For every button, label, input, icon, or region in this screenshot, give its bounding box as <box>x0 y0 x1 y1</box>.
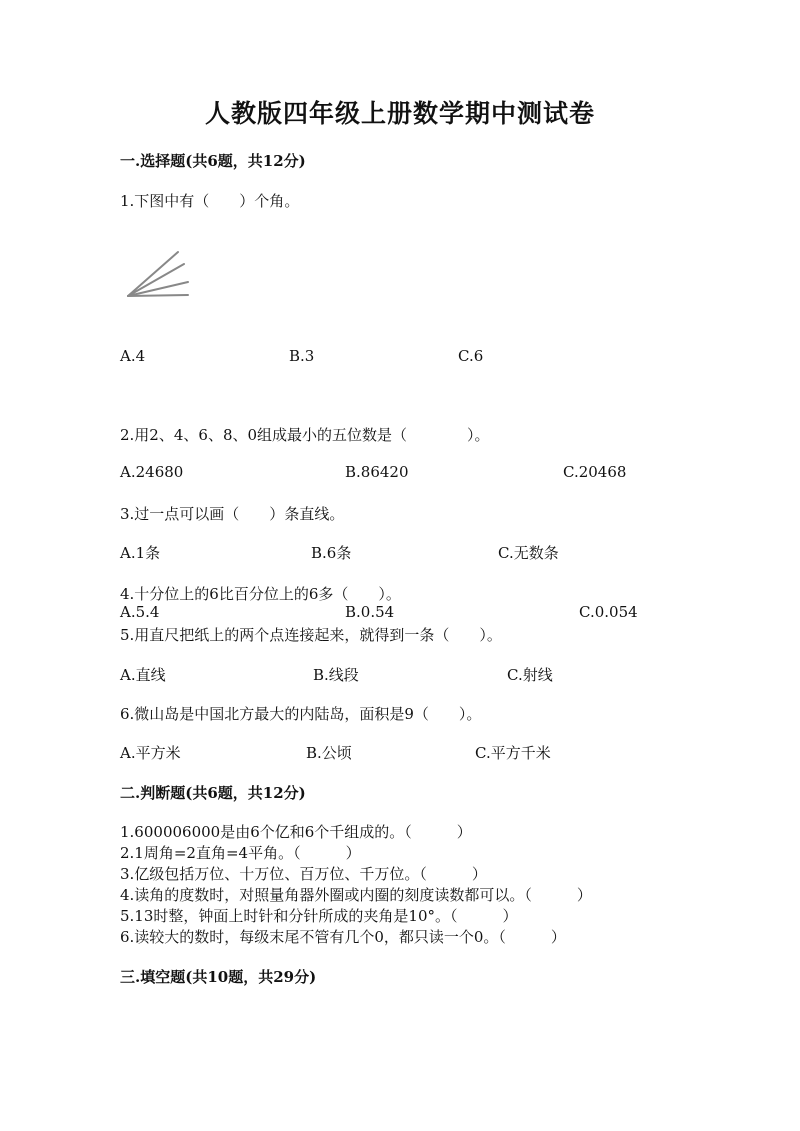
q5-option-a: A.直线 <box>120 666 166 684</box>
angle-figure <box>124 248 194 300</box>
q2-option-b: B.86420 <box>345 463 409 481</box>
q6-option-b: B.公顷 <box>306 744 352 762</box>
judge-item-2: 2.1周角=2直角=4平角。（ ） <box>120 844 361 862</box>
q4-option-c: C.0.054 <box>579 603 638 621</box>
question-1: 1.下图中有（ ）个角。 <box>120 192 300 210</box>
q1-option-c: C.6 <box>458 347 484 365</box>
q1-option-a: A.4 <box>120 347 146 365</box>
q6-option-a: A.平方米 <box>120 744 181 762</box>
question-3: 3.过一点可以画（ ）条直线。 <box>120 505 345 523</box>
judge-item-1: 1.600006000是由6个亿和6个千组成的。（ ） <box>120 823 472 841</box>
q2-option-a: A.24680 <box>120 463 184 481</box>
section-heading-choice: 一.选择题(共6题，共12分) <box>120 152 306 170</box>
ray-4 <box>128 295 188 296</box>
question-6: 6.微山岛是中国北方最大的内陆岛，面积是9（ ）。 <box>120 705 482 723</box>
q3-option-a: A.1条 <box>120 544 161 562</box>
section-heading-judge: 二.判断题(共6题，共12分) <box>120 784 306 802</box>
question-5: 5.用直尺把纸上的两个点连接起来，就得到一条（ ）。 <box>120 626 502 644</box>
q4-option-a: A.5.4 <box>120 603 160 621</box>
question-2: 2.用2、4、6、8、0组成最小的五位数是（ ）。 <box>120 426 490 444</box>
q2-option-c: C.20468 <box>563 463 627 481</box>
judge-item-3: 3.亿级包括万位、十万位、百万位、千万位。（ ） <box>120 865 487 883</box>
q5-option-b: B.线段 <box>313 666 359 684</box>
judge-item-5: 5.13时整，钟面上时针和分针所成的夹角是10°。（ ） <box>120 907 518 925</box>
q4-option-b: B.0.54 <box>345 603 395 621</box>
q3-option-c: C.无数条 <box>498 544 559 562</box>
q1-option-b: B.3 <box>289 347 315 365</box>
q6-option-c: C.平方千米 <box>475 744 551 762</box>
question-4: 4.十分位上的6比百分位上的6多（ ）。 <box>120 585 401 603</box>
page-title: 人教版四年级上册数学期中测试卷 <box>204 99 595 128</box>
ray-2 <box>128 264 184 296</box>
q5-option-c: C.射线 <box>507 666 553 684</box>
q3-option-b: B.6条 <box>311 544 352 562</box>
judge-item-4: 4.读角的度数时，对照量角器外圈或内圈的刻度读数都可以。（ ） <box>120 886 592 904</box>
judge-item-6: 6.读较大的数时，每级末尾不管有几个0，都只读一个0。（ ） <box>120 928 566 946</box>
section-heading-fill: 三.填空题(共10题，共29分) <box>120 968 317 986</box>
